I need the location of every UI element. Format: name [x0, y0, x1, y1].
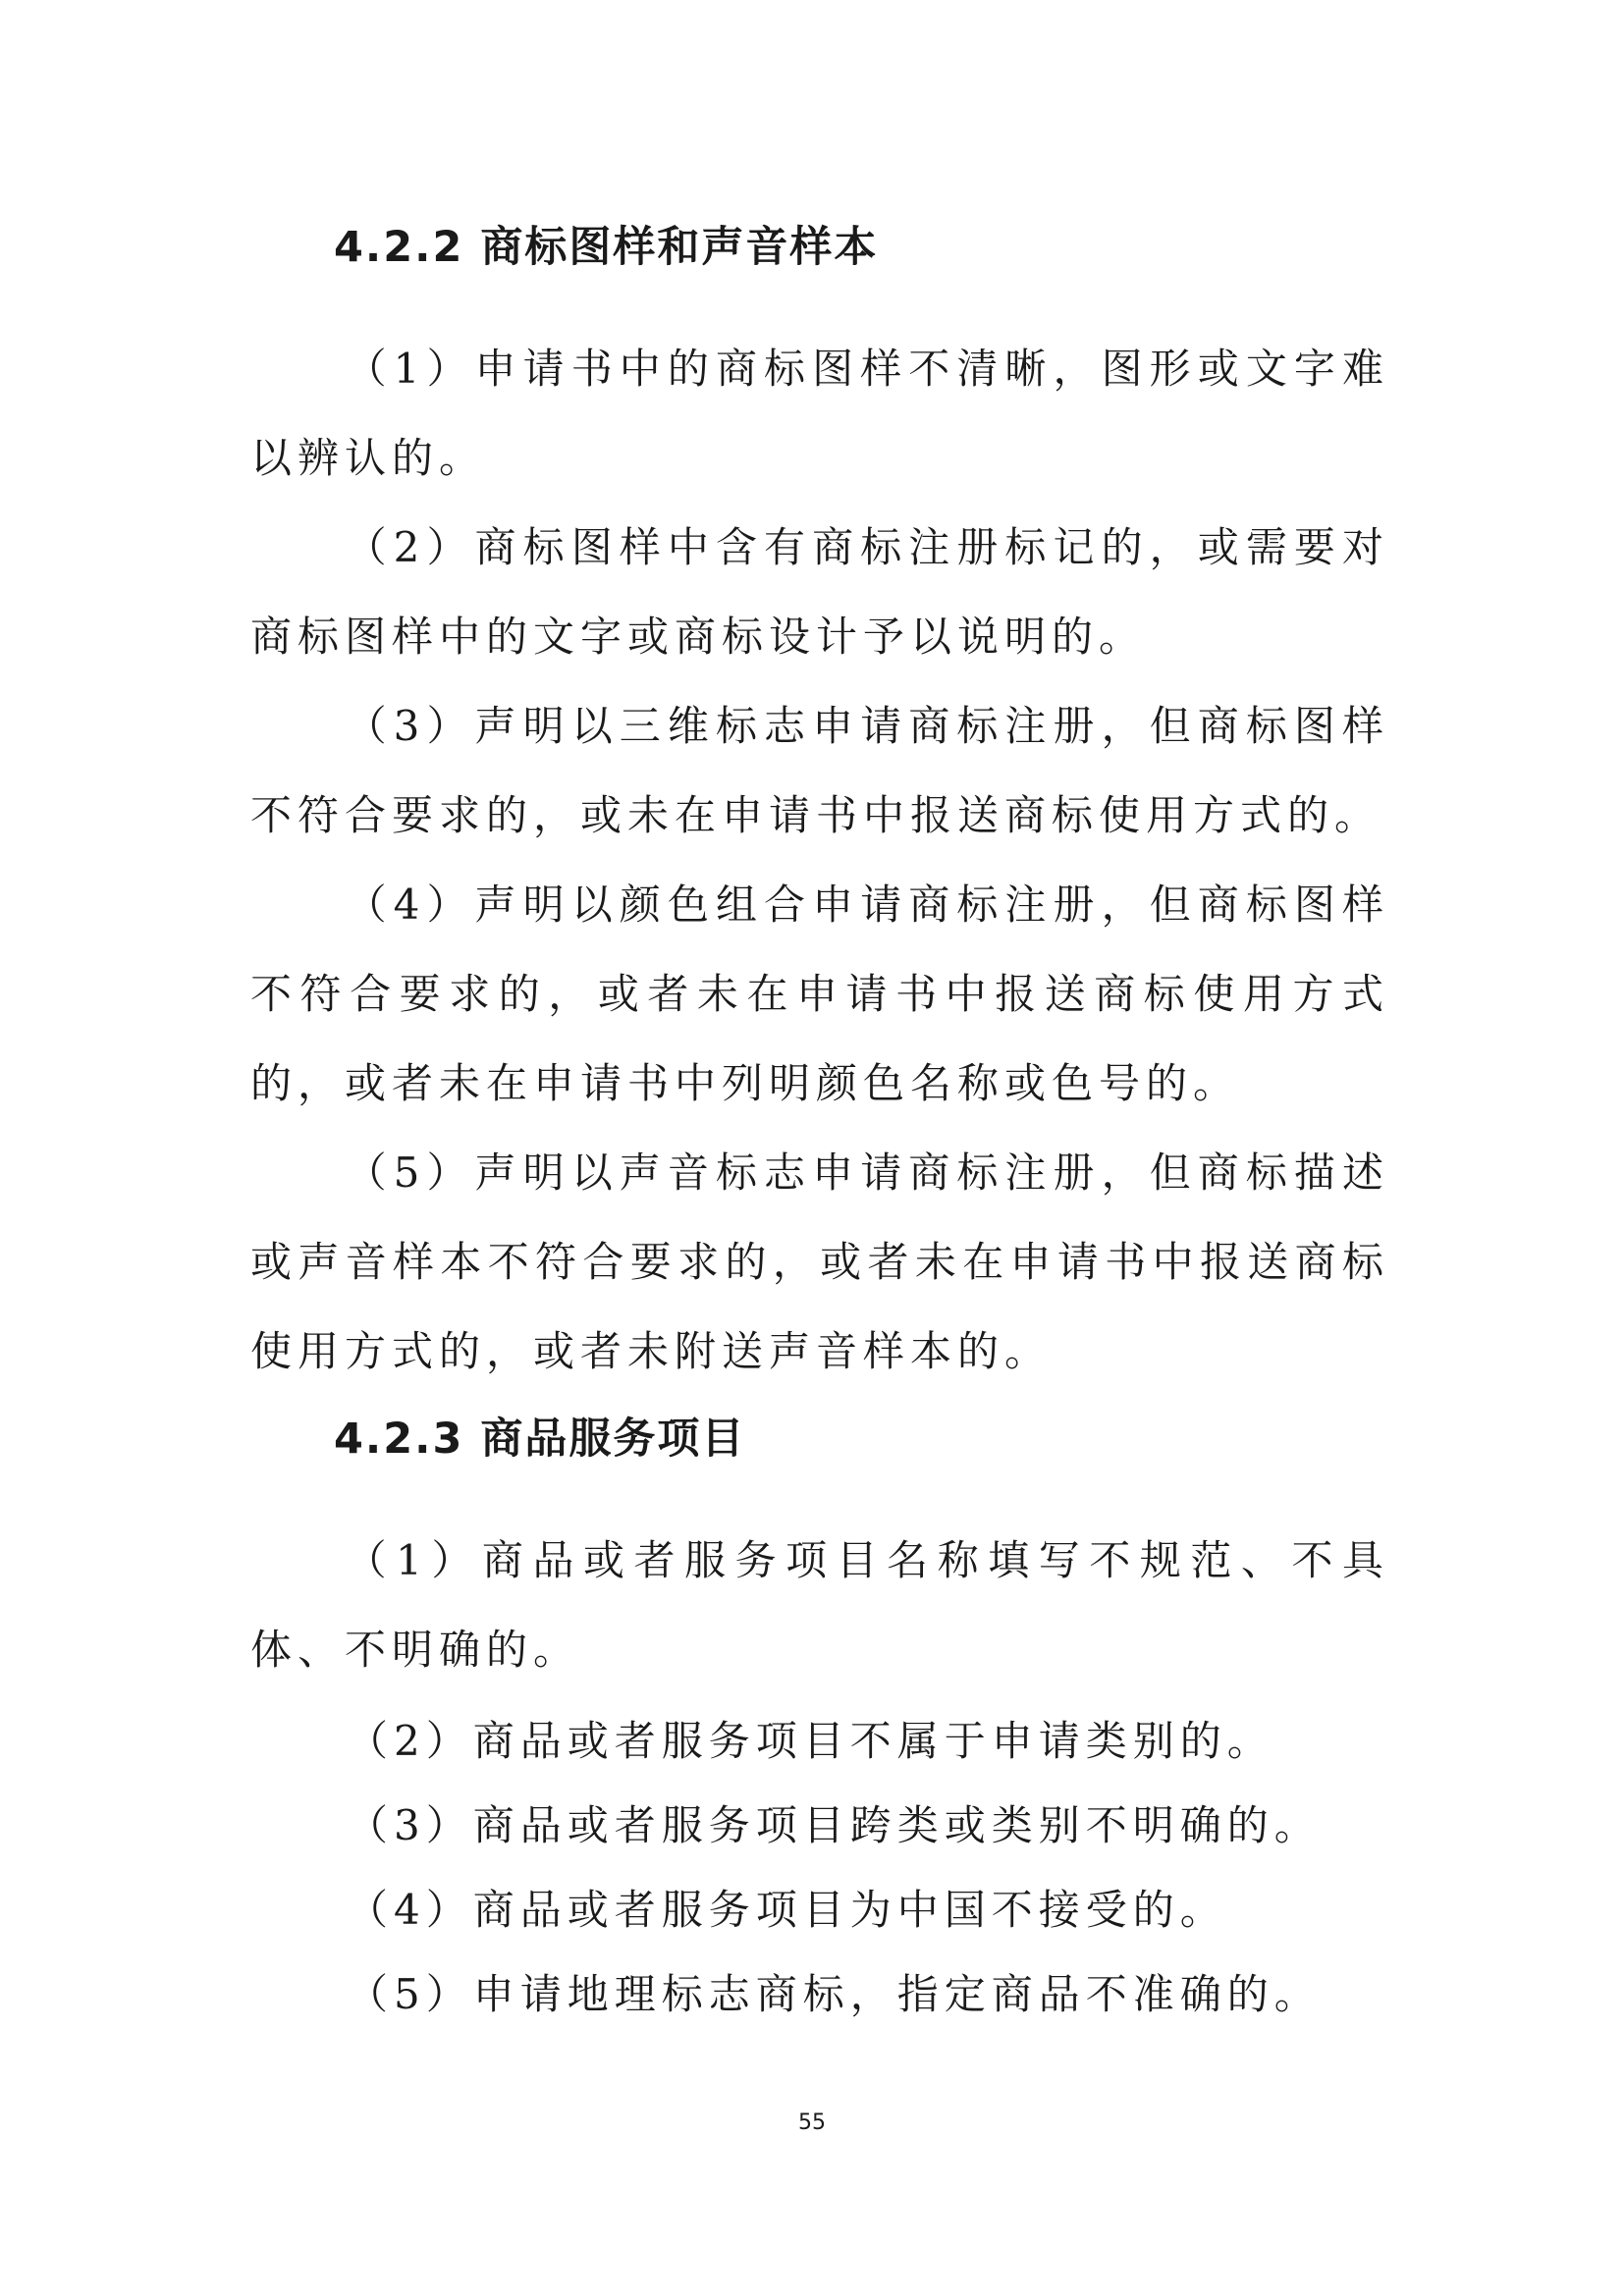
paragraph-4-2-3-item-1: （1）商品或者服务项目名称填写不规范、不具体、不明确的。	[250, 1536, 1389, 1674]
page-number: 55	[798, 2110, 826, 2135]
paragraph-4-2-2-item-2: （2）商标图样中含有商标注册标记的，或需要对商标图样中的文字或商标设计予以说明的。	[250, 523, 1389, 661]
paragraph-4-2-2-item-1: （1）申请书中的商标图样不清晰，图形或文字难以辨认的。	[250, 345, 1389, 482]
paragraph-4-2-3-item-4: （4）商品或者服务项目为中国不接受的。	[347, 1886, 1227, 1934]
paragraph-4-2-2-item-5: （5）声明以声音标志申请商标注册，但商标描述或声音样本不符合要求的，或者未在申请书中报送商标使用方式的，或者未附送声音样本的。	[250, 1148, 1389, 1375]
paragraph-4-2-3-item-5: （5）申请地理标志商标，指定商品不准确的。	[347, 1970, 1322, 2018]
section-heading-4-2-3: 4.2.3 商品服务项目	[334, 1415, 746, 1464]
paragraph-4-2-3-item-2: （2）商品或者服务项目不属于申请类别的。	[347, 1717, 1274, 1765]
paragraph-4-2-3-item-3: （3）商品或者服务项目跨类或类别不明确的。	[347, 1801, 1322, 1849]
paragraph-4-2-2-item-4: （4）声明以颜色组合申请商标注册，但商标图样不符合要求的，或者未在申请书中报送商标使用方式的，或者未在申请书中列明颜色名称或色号的。	[250, 881, 1389, 1107]
paragraph-4-2-2-item-3: （3）声明以三维标志申请商标注册，但商标图样不符合要求的，或未在申请书中报送商标使用方式的。	[250, 702, 1389, 839]
section-heading-4-2-2: 4.2.2 商标图样和声音样本	[334, 223, 879, 272]
